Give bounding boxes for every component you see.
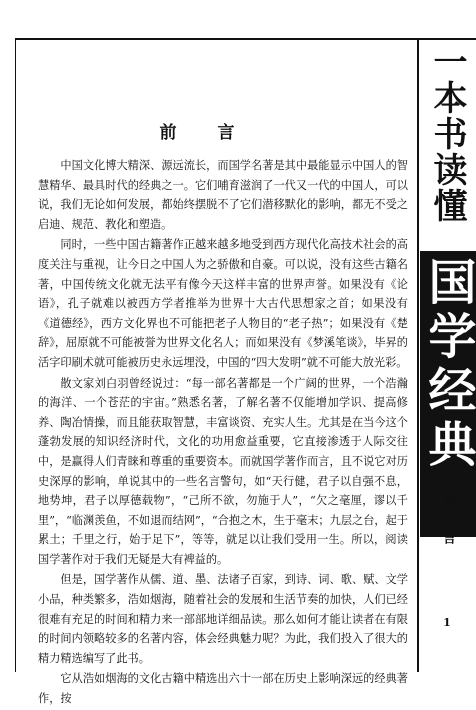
side-strip: [418, 38, 476, 672]
section-label: 前言: [440, 496, 455, 566]
page-heading: 前 言: [159, 123, 247, 143]
paragraph: 散文家刘白羽曾经说过：“每一部名著都是一个广阔的世界，一个浩瀚的海洋、一个苍茫的宇宙。”熟悉名著，了解名著不仅能增加学识、提高修养、陶冶情操，而且能获取智慧，丰富谈资、充实人生。尤其是在当今这个蓬勃发展的知识经济时代，文化的功用愈益重要，它直接渗透于人际交往中，是赢得人们青睐和尊重的重要资本。而就国学著作而言，且不说它对历史深厚的影响，单说其中的一些名言警句，如“天行健，君子以自强不息，地势坤，君子以厚德载物”，“己所不欲，勿施于人”，“欠之毫厘，谬以千里”，“临渊羡鱼，不如退而结网”，“合抱之木，生于毫末；九层之台，起于累土；千里之行，始于足下”，等等，就足以让我们受用一生。所以，阅读国学著作对于我们无疑是大有裨益的。: [38, 376, 408, 566]
paragraph: 但是，国学著作从儒、道、墨、法诸子百家，到诗、词、歌、赋、文学小品，种类繁多，浩如烟海，随着社会的发展和生活节奏的加快，人们已经很难有充足的时间和精力来一部部地详细品读。那么如何才能让读者在有限的时间内领略较多的名著内容，体会经典魅力呢？为此，我们投入了很大的精力精选编写了此书。: [38, 573, 408, 665]
page-number: 1: [443, 616, 451, 629]
body-text: [38, 156, 408, 710]
paragraph: 中国文化博大精深、源远流长，而国学名著是其中最能显示中国人的智慧精华、最具时代的经典之一。它们哺育滋润了一代又一代的中国人，可以说，我们无论如何发展，都始终摆脱不了它们潜移默化的影响，都无不受之启迪、规范、教化和塑造。: [38, 159, 408, 231]
side-divider: [417, 38, 419, 672]
book-title: 一本书读懂: [427, 44, 467, 224]
top-rule: [418, 38, 476, 40]
paragraph: 它从浩如烟海的文化古籍中精选出六十一部在历史上影响深远的经典著作，按: [38, 672, 408, 706]
paragraph: 同时，一些中国古籍著作正越来越多地受到西方现代化高技术社会的高度关注与重视，让今日之中国人为之骄傲和自豪。可以说，没有这些古籍名著，中国传统文化就无法平有像今天这样丰富的世界声誉。如果没有《论语》，孔子就难以被西方学者推举为世界十大古代思想家之首；如果没有《道德经》，西方文化界也不可能把老子人物目的“老子热”；如果没有《楚辞》，屈原就不可能被誉为世界文化名人；而如果没有《梦溪笔谈》，毕昇的活字印刷术就可能被历史永远埋没，中国的“四大发明”就不可能大放光彩。: [38, 238, 408, 369]
series-title: 国学经典: [420, 257, 476, 473]
series-title-block: [420, 251, 476, 537]
